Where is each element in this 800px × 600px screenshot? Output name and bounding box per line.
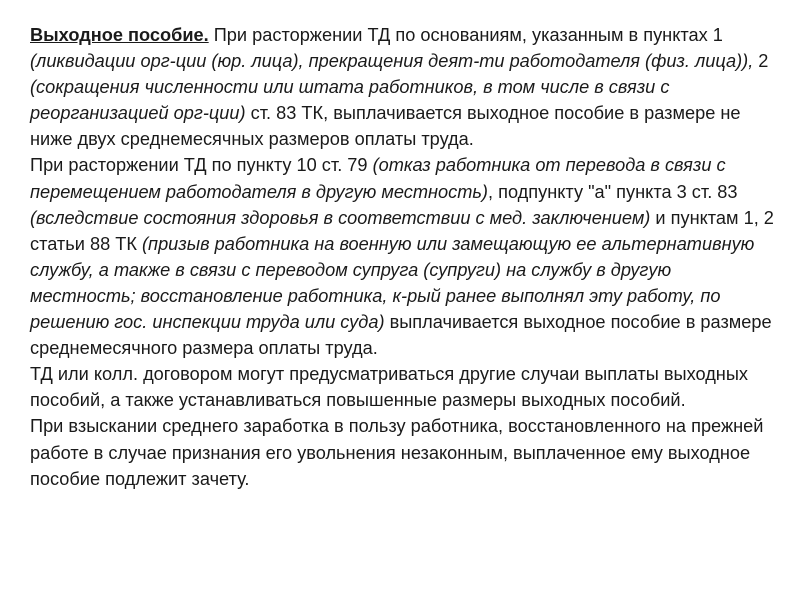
paragraph-reinstatement: При взыскании среднего заработка в пользу работника, восстановленного на прежней работе в случае признания его увольнения незаконным, выплаченное ему выходное пособие подлежит зачету. bbox=[30, 416, 764, 489]
italic-span: (призыв работника на военную или замещающую ее альтернативную службу, а также в связи с переводом супруга (супруги) на службу в другую местность; восстановление работника, к-рый ранее выполнял эту работу, по решению гос. инспекции труда или суда) bbox=[30, 233, 755, 333]
italic-span: (вследствие состояния здоровья в соответствии с мед. заключением) bbox=[30, 207, 651, 228]
section-heading: Выходное пособие. bbox=[30, 25, 209, 45]
text-span: При расторжении ТД по основаниям, указанным в пунктах 1 bbox=[208, 25, 723, 45]
italic-span: (отказ работника от перевода в связи с перемещением работодателя в другую местность) bbox=[30, 155, 726, 202]
italic-span: (ликвидации орг-ции (юр. лица), прекращения деят-ти работодателя (физ. лица)), bbox=[30, 51, 754, 72]
paragraph-termination-cases bbox=[30, 152, 778, 361]
text-span: , подпункту "а" пункта 3 ст. 83 bbox=[487, 181, 738, 202]
paragraph-severance-pay bbox=[30, 22, 778, 152]
italic-span: (сокращения численности или штата работников, в том числе в связи с реорганизацией орг-ции) bbox=[30, 77, 670, 124]
text-span: выплачивается выходное пособие в размере среднемесячного размера оплаты труда. bbox=[30, 312, 772, 359]
text-span: При расторжении ТД по пункту 10 ст. 79 bbox=[30, 155, 373, 176]
text-span: ст. 83 ТК, выплачивается выходное пособие в размере не ниже двух среднемесячных размеров оплаты труда. bbox=[30, 103, 741, 150]
text-span: и пунктам 1, 2 статьи 88 ТК bbox=[30, 207, 774, 254]
slide-text-block bbox=[30, 22, 778, 492]
text-span: 2 bbox=[753, 51, 769, 72]
paragraph-other-cases: ТД или колл. договором могут предусматриваться другие случаи выплаты выходных пособий, а также устанавливаться повышенные размеры выходных пособий. bbox=[30, 364, 749, 411]
